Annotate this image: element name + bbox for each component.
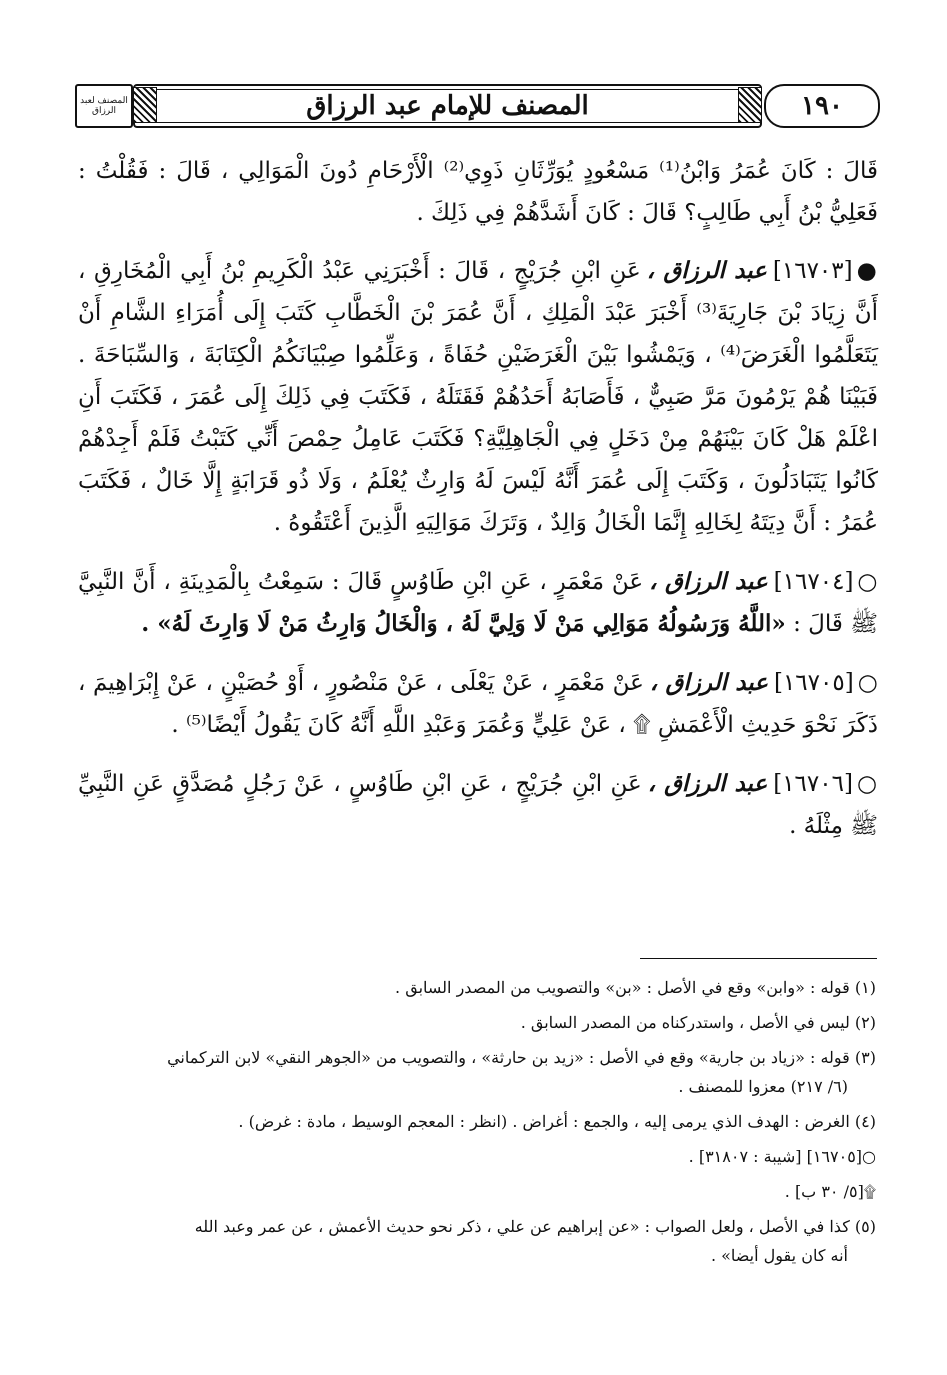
prophetic-saying: «اللَّهُ وَرَسُولُهُ مَوَالِي مَنْ لَا وَلِيَّ لَهُ ، وَالْخَالُ وَارِثُ مَنْ لَا وَارِثَ لَهُ» .: [141, 610, 786, 637]
footnotes: [70, 973, 876, 1276]
hadith-text: عَنِ ابْنِ جُرَيْجٍ ، عَنِ ابْنِ طَاوُسٍ ، عَنْ رَجُلٍ مُصَدَّقٍ عَنِ النَّبِيِّ ﷺ مِثْلَهُ .: [78, 771, 878, 839]
seal-text: المصنف لعبد الرزاق: [80, 96, 128, 116]
footnote: [70, 1008, 876, 1037]
footnote: [70, 1177, 876, 1206]
footnote-separator: [640, 958, 877, 959]
footnote-line: (٣) قوله : «زياد بن جارية» وقع في الأصل : «زيد بن حارثة» ، والتصويب من «الجوهر النقي» لابن التركماني: [167, 1048, 876, 1067]
footnote-line: أنه كان يقول أيضا» .: [710, 1246, 848, 1265]
book-seal-logo: [75, 84, 133, 128]
page-number: ١٩٠: [764, 84, 880, 128]
footnote-line: (٥) كذا في الأصل ، ولعل الصواب : «عن إبراهيم عن علي ، ذكر نحو حديث الأعمش ، عن عمر وعبد الله: [194, 1217, 876, 1236]
footnote-line: (٤) الغرض : الهدف الذي يرمى إليه ، والجمع : أغراض . (انظر : المعجم الوسيط ، مادة : غرض) .: [238, 1112, 876, 1131]
hadith-text: قَالَ : كَانَ عُمَرُ وَابْنُ⁽¹⁾ مَسْعُودٍ يُوَرِّثَانِ ذَوِي⁽²⁾ الْأَرْحَامِ دُونَ الْمَوَالِي ، قَالَ : فَقُلْتُ : فَعَلِيُّ بْنُ أَبِي طَالِبٍ؟ قَالَ : كَانَ أَشَدَّهُمْ فِي ذَلِكَ .: [78, 158, 878, 226]
hadith-marker: ○: [857, 669, 879, 696]
page-header: [75, 84, 880, 126]
ornament-left: [133, 87, 157, 123]
hadith-paragraph: [78, 250, 878, 544]
footnote-line: ○[١٦٧٠٥] [شيبة : ٣١٨٠٧] .: [688, 1147, 876, 1166]
footnote: [70, 1212, 876, 1270]
footnote-line: ۩[٥/ ٣٠ ب] .: [784, 1182, 876, 1201]
footnote: [70, 1142, 876, 1171]
footnote: [70, 1107, 876, 1136]
narrator-signature: عبد الرزاق ،: [646, 257, 767, 284]
hadith-paragraph: [78, 561, 878, 645]
hadith-number: [١٦٧٠٤]: [773, 569, 854, 595]
hadith-paragraph: [78, 662, 878, 746]
hadith-paragraph: [78, 763, 878, 847]
hadith-number: [١٦٧٠٣]: [772, 258, 853, 284]
ornament-right: [738, 87, 762, 123]
footnote: [70, 1043, 876, 1101]
hadith-paragraph: [78, 150, 878, 234]
title-frame: [133, 84, 762, 128]
narrator-signature: عبد الرزاق ،: [647, 770, 768, 797]
footnote-line: (٢) ليس في الأصل ، واستدركناه من المصدر السابق .: [520, 1013, 876, 1032]
narrator-signature: عبد الرزاق ،: [649, 669, 768, 696]
footnote: [70, 973, 876, 1002]
footnote-line: (١) قوله : «وابن» وقع في الأصل : «بن» والتصويب من المصدر السابق .: [395, 978, 876, 997]
hadith-marker: ○: [857, 568, 878, 595]
hadith-number: [١٦٧٠٥]: [773, 670, 854, 696]
hadith-text: عَنِ ابْنِ جُرَيْجٍ ، قَالَ : أَخْبَرَنِي عَبْدُ الْكَرِيمِ بْنُ أَبِي الْمُخَارِقِ ، أَنَّ زِيَادَ بْنَ جَارِيَةَ⁽³⁾ أَخْبَرَ عَبْدَ الْمَلِكِ ، أَنَّ عُمَرَ بْنَ الْخَطَّابِ كَتَبَ إِلَى أُمَرَاءِ الشَّامِ أَنْ يَتَعَلَّمُوا الْغَرَضَ⁽⁴⁾ ، وَيَمْشُوا بَيْنَ الْغَرَضَيْنِ حُفَاةً ، وَعَلِّمُوا صِبْيَانَكُمُ الْكِتَابَةَ ، وَالسِّبَاحَةَ . فَبَيْنَا هُمْ يَرْمُونَ مَرَّ صَبِيٌّ ، فَأَصَابَهُ أَحَدُهُمْ فَقَتَلَهُ ، فَكَتَبَ فِي ذَلِكَ إِلَى عُمَرَ ، فَكَتَبَ أَنِ اعْلَمْ هَلْ كَانَ بَيْنَهُمْ مِنْ دَخَلٍ فِي الْجَاهِلِيَّةِ؟ فَكَتَبَ عَامِلُ حِمْصَ أَنِّي كَتَبْتُ فَلَمْ أَجِدْهُمْ كَانُوا يَتَبَادَلُونَ ، وَكَتَبَ إِلَى عُمَرَ أَنَّهُ لَيْسَ لَهُ وَارِثٌ يُعْلَمُ ، وَلَا ذُو قَرَابَةٍ إِلَّا خَالٌ ، فَكَتَبَ عُمَرُ : أَنَّ دِيَتَهُ لِخَالِهِ إِنَّمَا الْخَالُ وَالِدٌ ، وَتَرَكَ مَوَالِيَهِ الَّذِينَ أَعْتَقُوهُ .: [78, 258, 879, 536]
narrator-signature: عبد الرزاق ،: [649, 568, 768, 595]
main-text: [78, 150, 878, 864]
hadith-text: عَنْ مَعْمَرٍ ، عَنِ ابْنِ طَاوُسٍ قَالَ : سَمِعْتُ بِالْمَدِينَةِ ، أَنَّ النَّبِيَّ ﷺ قَالَ :: [78, 569, 878, 637]
hadith-marker: ○: [856, 770, 878, 797]
hadith-marker: ●: [856, 257, 879, 284]
hadith-number: [١٦٧٠٦]: [773, 771, 853, 797]
running-title: المصنف للإمام عبد الرزاق: [306, 91, 589, 121]
footnote-line: (٦/ ٢١٧) معزوا للمصنف .: [678, 1077, 848, 1096]
hadith-text: عَنْ مَعْمَرٍ ، عَنْ يَعْلَى ، عَنْ مَنْصُورٍ ، أَوْ حُصَيْنٍ ، عَنْ إِبْرَاهِيمَ ، ذَكَرَ نَحْوَ حَدِيثِ الْأَعْمَشِ ۩ ، عَنْ عَلِيٍّ وَعُمَرَ وَعَبْدِ اللَّهِ أَنَّهُ كَانَ يَقُولُ أَيْضًا⁽⁵⁾ .: [78, 670, 878, 738]
